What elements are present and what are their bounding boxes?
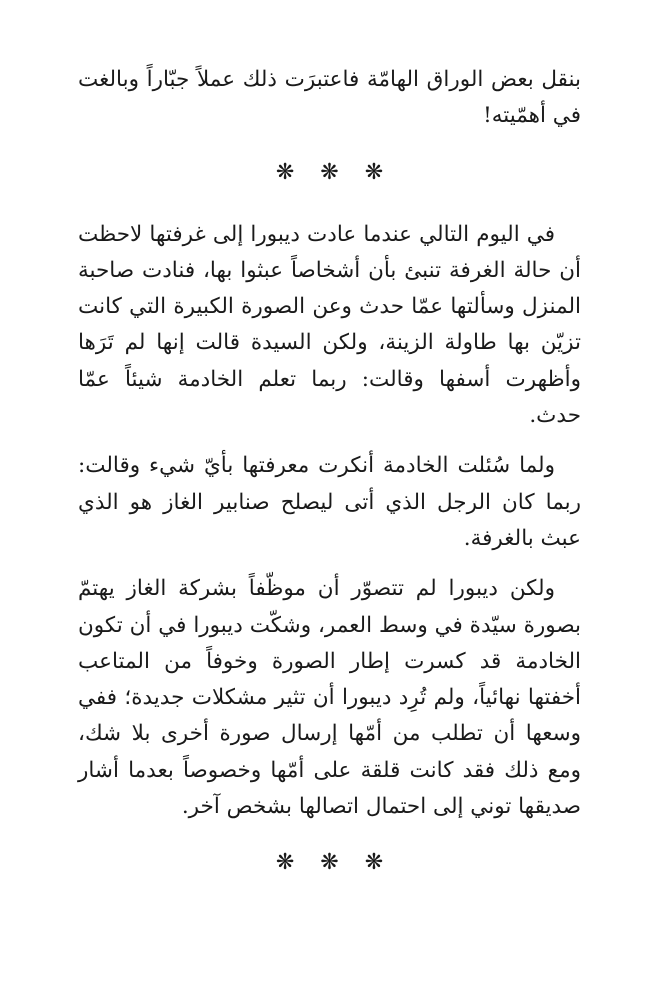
section-separator <box>78 161 581 185</box>
flower-ornament-icon: ❋ <box>364 850 384 876</box>
flower-ornament-icon: ❋ <box>364 159 384 185</box>
flower-ornament-icon: ❋ <box>320 850 339 876</box>
flower-ornament-icon: ❋ <box>275 850 295 876</box>
paragraph-continuation: بنقل بعض الوراق الهامّة فاعتبرَت ذلك عملاً جبّاراً وبالغت في أهمّيته! <box>78 67 581 129</box>
book-page <box>78 62 581 875</box>
section-separator-end <box>78 851 581 875</box>
paragraph-maid-answer: ولما سُئلت الخادمة أنكرت معرفتها بأيّ شيء وقالت: ربما كان الرجل الذي أتى ليصلح صنابير الغاز هو الذي عبث بالغرفة. <box>78 453 581 551</box>
flower-ornament-icon: ❋ <box>320 159 339 185</box>
paragraph-deborah-doubts: ولكن ديبورا لم تتصوّر أن موظّفاً بشركة الغاز يهتمّ بصورة سيّدة في وسط العمر، وشكّت ديبورا في أن تكون الخادمة قد كسرت إطار الصورة وخوفاً من المتاعب أخفتها نهائياً، ولم تُرِد ديبورا أن تثير مشكلات جديدة؛ ففي وسعها أن تطلب من أمّها إرسال صورة أخرى بلا شك، ومع ذلك فقد كانت قلقة على أمّها وخصوصاً بعدما أشار صديقها توني إلى احتمال اتصالها بشخص آخر. <box>78 576 581 820</box>
paragraph-next-day: في اليوم التالي عندما عادت ديبورا إلى غرفتها لاحظت أن حالة الغرفة تنبئ بأن أشخاصاً عبثوا بها، فنادت صاحبة المنزل وسألتها عمّا حدث وعن الصورة الكبيرة التي كانت تزيّن بها طاولة الزينة، ولكن السيدة قالت إنها لم تَرَها وأظهرت أسفها وقالت: ربما تعلم الخادمة شيئاً عمّا حدث. <box>78 221 581 429</box>
flower-ornament-icon: ❋ <box>275 159 295 185</box>
